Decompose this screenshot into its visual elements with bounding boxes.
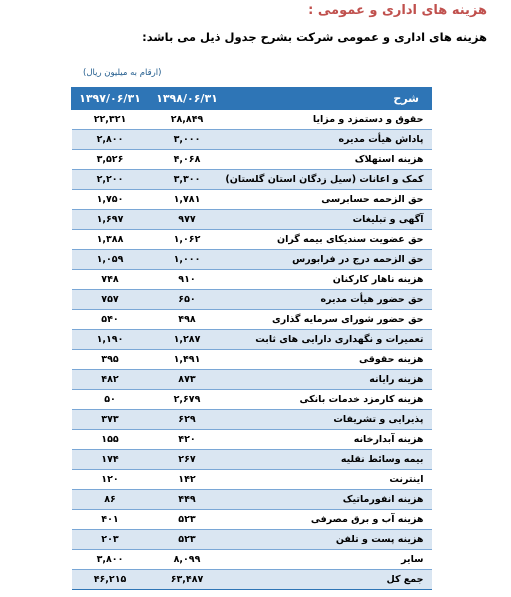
cell-1398: ۱,۰۰۰ xyxy=(149,250,226,270)
cell-1397: ۸۶ xyxy=(72,490,149,510)
cell-1398: ۴,۰۶۸ xyxy=(149,150,226,170)
cell-description: حق الزحمه درج در فرابورس xyxy=(226,250,432,270)
cell-description: بیمه وسائط نقلیه xyxy=(226,450,432,470)
cell-1397: ۱,۱۹۰ xyxy=(72,330,149,350)
cell-1398: ۴۲۰ xyxy=(149,430,226,450)
table-row xyxy=(72,390,432,410)
cell-1397: ۵۰ xyxy=(72,390,149,410)
cell-description: هزینه آبدارخانه xyxy=(226,430,432,450)
section-heading: هزینه های اداری و عمومی : xyxy=(308,3,487,18)
header-year-1397: ۱۳۹۷/۰۶/۳۱ xyxy=(72,88,149,110)
cell-description: هزینه آب و برق مصرفی xyxy=(226,510,432,530)
table-row xyxy=(72,210,432,230)
cell-1397: ۱۷۴ xyxy=(72,450,149,470)
cell-1398: ۳,۳۰۰ xyxy=(149,170,226,190)
cell-description: هزینه حقوقی xyxy=(226,350,432,370)
cell-1398: ۶۲۹ xyxy=(149,410,226,430)
table-row xyxy=(72,190,432,210)
table-row xyxy=(72,330,432,350)
cell-1398: ۲۶۷ xyxy=(149,450,226,470)
cell-description: تعمیرات و نگهداری دارایی های ثابت xyxy=(226,330,432,350)
cell-1397: ۲,۸۰۰ xyxy=(72,130,149,150)
cell-1397: ۵۴۰ xyxy=(72,310,149,330)
cell-description: هزینه پست و تلفن xyxy=(226,530,432,550)
cell-1397: ۱,۶۹۷ xyxy=(72,210,149,230)
cell-1397: ۱,۳۸۸ xyxy=(72,230,149,250)
cell-1397: ۷۵۷ xyxy=(72,290,149,310)
cell-1398: ۲,۶۷۹ xyxy=(149,390,226,410)
cell-1397: ۱,۷۵۰ xyxy=(72,190,149,210)
cell-1397: ۷۴۸ xyxy=(72,270,149,290)
cell-description: پذیرایی و تشریفات xyxy=(226,410,432,430)
cell-description: هزینه انفورماتیک xyxy=(226,490,432,510)
cell-1398: ۶۵۰ xyxy=(149,290,226,310)
intro-text: هزینه های اداری و عمومی شرکت بشرح جدول ذیل می باشد: xyxy=(142,30,487,44)
cell-1398: ۵۲۳ xyxy=(149,510,226,530)
table-header-row xyxy=(72,88,432,110)
table-row xyxy=(72,270,432,290)
table-row xyxy=(72,350,432,370)
table-row xyxy=(72,150,432,170)
cell-description: حق حضور شورای سرمایه گذاری xyxy=(226,310,432,330)
cell-1398: ۸۷۳ xyxy=(149,370,226,390)
table-row xyxy=(72,130,432,150)
cell-1398: ۴۹۸ xyxy=(149,310,226,330)
cell-1397: ۴۰۱ xyxy=(72,510,149,530)
table-row xyxy=(72,370,432,390)
cell-1397: ۳۷۳ xyxy=(72,410,149,430)
cell-1398: ۹۷۷ xyxy=(149,210,226,230)
table-row xyxy=(72,490,432,510)
cell-description: هزینه کارمزد خدمات بانکی xyxy=(226,390,432,410)
table-row xyxy=(72,310,432,330)
cell-1398: ۹۱۰ xyxy=(149,270,226,290)
table-row xyxy=(72,250,432,270)
cell-description: سایر xyxy=(226,550,432,570)
cell-description: هزینه رایانه xyxy=(226,370,432,390)
cell-description: پاداش هیأت مدیره xyxy=(226,130,432,150)
cell-1398: ۴۴۹ xyxy=(149,490,226,510)
cell-1398: ۱,۲۸۷ xyxy=(149,330,226,350)
cell-1398: ۲۸,۸۴۹ xyxy=(149,110,226,130)
cell-1398: ۳,۰۰۰ xyxy=(149,130,226,150)
cell-description: حق عضویت سندیکای بیمه گران xyxy=(226,230,432,250)
cell-1397: ۲۲,۳۲۱ xyxy=(72,110,149,130)
unit-note: (ارقام به میلیون ریال) xyxy=(83,68,162,78)
cell-description: هزینه ناهار کارکنان xyxy=(226,270,432,290)
table-row xyxy=(72,290,432,310)
table-row xyxy=(72,170,432,190)
cell-1397: ۱۵۵ xyxy=(72,430,149,450)
cell-1397: ۳,۸۰۰ xyxy=(72,550,149,570)
expenses-table xyxy=(71,87,432,590)
cell-description: هزینه استهلاک xyxy=(226,150,432,170)
table-row xyxy=(72,450,432,470)
cell-1397: ۴۶,۲۱۵ xyxy=(72,570,149,590)
cell-1398: ۱۴۲ xyxy=(149,470,226,490)
cell-1397: ۲,۲۰۰ xyxy=(72,170,149,190)
cell-1398: ۱,۷۸۱ xyxy=(149,190,226,210)
cell-1397: ۳,۵۲۶ xyxy=(72,150,149,170)
cell-1397: ۲۰۳ xyxy=(72,530,149,550)
cell-description: آگهی و تبلیغات xyxy=(226,210,432,230)
cell-description: حقوق و دستمزد و مزایا xyxy=(226,110,432,130)
cell-description: کمک و اعانات (سیل زدگان استان گلستان) xyxy=(226,170,432,190)
cell-1398: ۸,۰۹۹ xyxy=(149,550,226,570)
table-row xyxy=(72,410,432,430)
header-description: شرح xyxy=(226,88,432,110)
total-row xyxy=(72,570,432,590)
table-row xyxy=(72,550,432,570)
cell-1398: ۶۳,۴۸۷ xyxy=(149,570,226,590)
cell-1398: ۱,۰۶۲ xyxy=(149,230,226,250)
cell-1397: ۴۸۲ xyxy=(72,370,149,390)
cell-description: حق حضور هیأت مدیره xyxy=(226,290,432,310)
cell-1397: ۱,۰۵۹ xyxy=(72,250,149,270)
header-year-1398: ۱۳۹۸/۰۶/۳۱ xyxy=(149,88,226,110)
table-row xyxy=(72,430,432,450)
cell-1397: ۳۹۵ xyxy=(72,350,149,370)
table-row xyxy=(72,530,432,550)
cell-1398: ۱,۴۹۱ xyxy=(149,350,226,370)
cell-description: حق الزحمه حسابرسی xyxy=(226,190,432,210)
table-row xyxy=(72,230,432,250)
table-row xyxy=(72,510,432,530)
cell-1397: ۱۲۰ xyxy=(72,470,149,490)
cell-description: جمع کل xyxy=(226,570,432,590)
table-row xyxy=(72,110,432,130)
table-row xyxy=(72,470,432,490)
cell-description: اینترنت xyxy=(226,470,432,490)
cell-1398: ۵۲۳ xyxy=(149,530,226,550)
